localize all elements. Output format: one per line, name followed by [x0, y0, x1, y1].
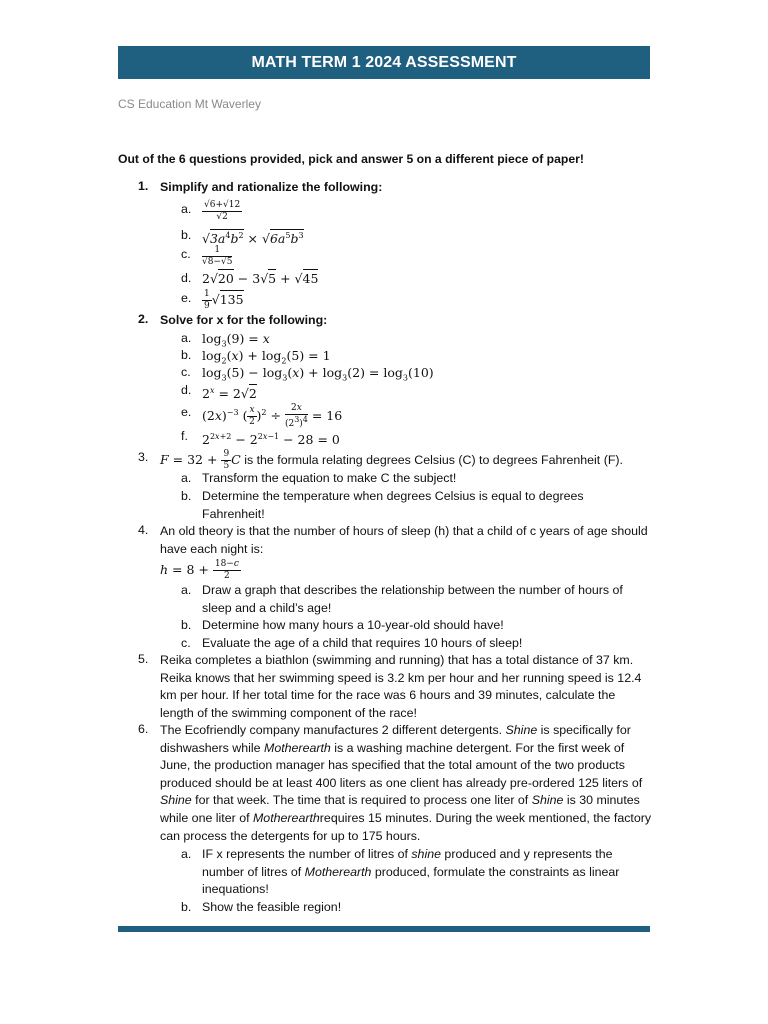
q2-d-expression: $2^x = 2√2$: [202, 386, 257, 402]
q3-text: F = 32 + $\frac{9}{5}$ C is the formula relating degrees Celsius (C) to degrees Fahrenheit (F).: [160, 449, 623, 471]
q4-text: An old theory is that the number of hours of sleep (h) that a child of c years of age should have each night is:: [160, 524, 648, 556]
q6-text: The Ecofriendly company manufactures 2 different detergents. Shine is specifically for dishwashers while Motherearth is a washing machine detergent. For the first week of June, the production manager has specified that the total amount of the two products produced should be at least 400 liters as one client has already pre-ordered 125 liters of Shine for that week. The time that is required to process one liter of Shine is 30 minutes while one liter of Motherearthrequires 15 minutes. During the week mentioned, the factory can process the detergents for up to 175 hours.: [160, 723, 652, 843]
footer-bar: [118, 926, 650, 932]
q1-e-expression: $\frac{1}{9}$ √135: [204, 289, 244, 311]
q2-number: 2.: [138, 312, 149, 326]
q6-number: 6.: [138, 722, 149, 736]
q1-title: Simplify and rationalize the following:: [160, 180, 383, 194]
q2-c-expression: $\log_3(5) - \log_3(x) + \log_3(2) = \log_3(10)$: [202, 365, 434, 383]
q1-c-expression: $\frac{1}{√8-√5}$: [202, 245, 233, 267]
q4-formula: h = 8 + $\frac{18-c}{2}$: [160, 559, 239, 581]
q5-text: Reika completes a biathlon (swimming and running) that has a total distance of 37 km. Reika knows that her swimming speed is 3.2 km per hour and her running speed is 12.4 km per hour. If her total time for the race was 6 hours and 39 minutes, calculate the length of the swimming component of the race!: [160, 653, 642, 720]
q3-number: 3.: [138, 450, 149, 464]
q2-b-expression: $\log_2(x) + \log_2(5) = 1$: [202, 348, 331, 366]
q2-a-expression: $\log_3(9) = x$: [202, 331, 270, 349]
q5-number: 5.: [138, 652, 149, 666]
q4-number: 4.: [138, 523, 149, 537]
q1-a-expression: $\frac{√6+√12}{√2}$: [204, 200, 241, 222]
banner-title: MATH TERM 1 2024 ASSESSMENT: [251, 53, 517, 71]
organization-name: CS Education Mt Waverley: [118, 97, 261, 111]
header-banner: [118, 46, 650, 79]
q3-formula: F = 32 + $\frac{9}{5}$ C: [160, 449, 241, 471]
q2-f-expression: $2^{2x+2} - 2^{2x-1} - 28 = 0$: [202, 432, 340, 448]
q2-title: Solve for x for the following:: [160, 313, 328, 327]
q2-e-expression: $(2x)^{-3}$ ( $\frac{x}{2}$ )$^2$ ÷ $\frac{2x}{(2^3)^4}$ = 16: [202, 403, 343, 430]
q1-d-expression: 2√20 − 3√5 + √45: [202, 271, 319, 286]
instructions: Out of the 6 questions provided, pick and answer 5 on a different piece of paper!: [118, 152, 584, 166]
q1-b-expression: $√3a^4b^2 \times √6a^5b^3$: [202, 231, 304, 247]
q1-number: 1.: [138, 179, 149, 193]
